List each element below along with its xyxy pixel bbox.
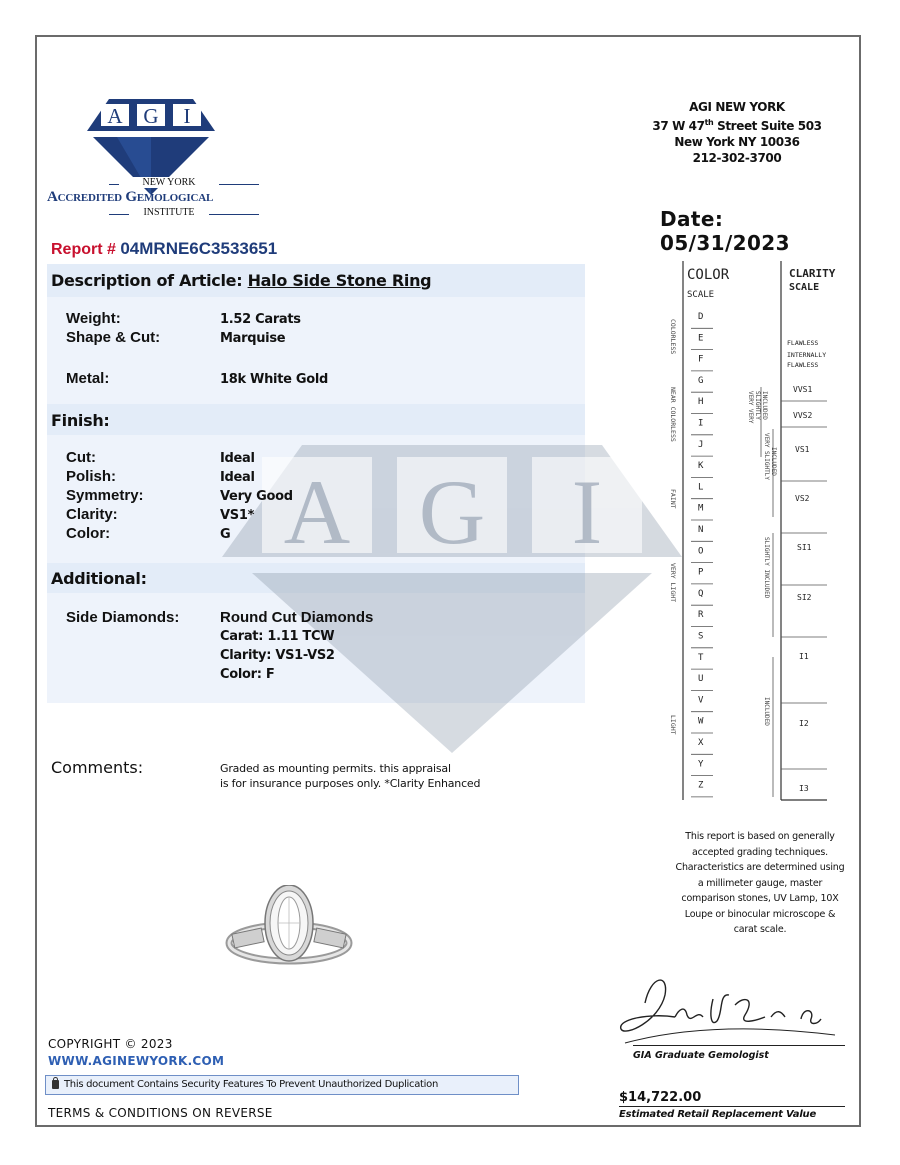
office-city: New York NY 10036 (674, 135, 800, 149)
group-near-colorless: NEAR COLORLESS (669, 387, 677, 442)
additional-heading: Additional: (51, 569, 147, 588)
side-diamonds-type: Round Cut Diamonds (220, 609, 374, 626)
clarity-vs1: VS1 (795, 445, 810, 454)
specs-panel (47, 297, 585, 404)
group-included: INCLUDED (763, 697, 770, 726)
description-label: Description of Article: (51, 271, 248, 290)
value-label: Estimated Retail Replacement Value (619, 1109, 817, 1120)
appraisal-document (35, 35, 861, 1127)
clarity-label: Clarity: (66, 506, 118, 523)
weight-value: 1.52 Carats (220, 312, 301, 327)
color-grade-p: P (698, 567, 704, 578)
street-name: Street Suite 503 (713, 119, 822, 133)
color-grade-w: W (698, 716, 704, 727)
website-link[interactable]: WWW.AGINEWYORK.COM (48, 1054, 225, 1068)
group-very-light: VERY LIGHT (669, 563, 677, 603)
group-light: LIGHT (669, 715, 677, 735)
color-grade-k: K (698, 461, 704, 472)
color-scale-title: COLOR (687, 267, 730, 283)
grading-note: This report is based on generally accepted grading techniques. Characteristics are determined using a millimeter gauge, master comparison stones, UV Lamp, 10X Loupe or binocular microscope & carat scale. (675, 831, 845, 935)
group-colorless: COLORLESS (669, 319, 677, 355)
lock-shackle (53, 1077, 58, 1082)
logo-line1: NEW YORK (119, 177, 219, 188)
clarity-internally: INTERNALLY (787, 351, 827, 359)
group-faint: FAINT (669, 489, 677, 509)
agi-watermark (222, 435, 682, 757)
office-address (637, 99, 837, 166)
color-grade-v: V (698, 695, 704, 706)
finish-heading: Finish: (51, 411, 110, 430)
street-number: 37 W 47 (652, 119, 705, 133)
color-value: G (220, 527, 231, 542)
polish-label: Polish: (66, 468, 117, 485)
clarity-vvs2: VVS2 (793, 411, 813, 420)
comments-line2: is for insurance purposes only. *Clarity Enhanced (220, 777, 481, 790)
clarity-flawless: FLAWLESS (787, 339, 819, 347)
logo-line2: Accredited Gemological (47, 189, 214, 205)
office-name: AGI NEW YORK (689, 100, 785, 114)
watermark-letter-i: I (571, 461, 603, 563)
comments-text (220, 761, 480, 791)
comments-label: Comments: (51, 758, 144, 777)
color-grade-m: M (698, 503, 704, 514)
office-phone: 212-302-3700 (692, 151, 782, 165)
color-scale-subtitle: SCALE (687, 290, 715, 300)
weight-label: Weight: (66, 310, 121, 327)
logo-letter-g: G (143, 104, 159, 128)
logo-letter-i: I (183, 104, 191, 128)
clarity-i1: I1 (799, 652, 809, 661)
value-line (619, 1106, 845, 1107)
clarity-vvs1: VVS1 (793, 385, 813, 394)
street-suffix-sup: th (704, 118, 714, 127)
symmetry-label: Symmetry: (66, 487, 144, 504)
watermark-letter-g: G (418, 461, 486, 563)
color-grade-r: R (698, 610, 704, 621)
clarity-scale-subtitle: SCALE (789, 282, 820, 293)
report-id: 04MRNE6C3533651 (120, 239, 278, 258)
color-grade-y: Y (698, 759, 704, 770)
description-heading (51, 271, 431, 290)
copyright: COPYRIGHT © 2023 (48, 1037, 173, 1051)
color-grade-d: D (698, 312, 704, 322)
clarity-flawless-2: FLAWLESS (787, 361, 819, 369)
color-grade-t: T (698, 652, 704, 663)
symmetry-value: Very Good (220, 489, 293, 504)
clarity-si2: SI2 (797, 593, 812, 602)
group-vs-2: INCLUDED (770, 447, 777, 476)
color-grade-h: H (698, 397, 704, 408)
signature-caption: GIA Graduate Gemologist (633, 1050, 769, 1061)
group-vs-1: VERY SLIGHTLY (763, 433, 770, 480)
cut-label: Cut: (66, 449, 96, 466)
color-grade-o: O (698, 546, 704, 557)
logo-line3: INSTITUTE (129, 207, 209, 218)
color-grade-j: J (698, 439, 704, 450)
clarity-scale-title: CLARITY (789, 267, 836, 280)
group-vvs-2: SLIGHTLY (754, 391, 761, 420)
color-grade-x: X (698, 738, 704, 748)
office-street (637, 115, 837, 134)
metal-value: 18k White Gold (220, 372, 329, 387)
metal-label: Metal: (66, 370, 110, 387)
color-grade-z: Z (698, 780, 704, 791)
security-notice (45, 1075, 519, 1095)
color-grade-s: S (698, 631, 704, 642)
signature-line (633, 1045, 845, 1046)
color-grade-i: I (698, 418, 704, 429)
ring-image (225, 885, 353, 965)
color-grade-f: F (698, 354, 704, 365)
watermark-letter-a: A (283, 461, 351, 563)
shape-value: Marquise (220, 331, 286, 346)
color-grade-l: L (698, 482, 704, 493)
polish-value: Ideal (220, 470, 255, 485)
color-label: Color: (66, 525, 111, 542)
comments-line1: Graded as mounting permits. this appraisal (220, 762, 451, 775)
grading-scales (665, 257, 845, 805)
replacement-value: $14,722.00 (619, 1090, 702, 1105)
clarity-si1: SI1 (797, 543, 812, 552)
signature-image (605, 955, 845, 1051)
clarity-vs2: VS2 (795, 494, 810, 503)
cut-value: Ideal (220, 451, 255, 466)
side-diamonds-clarity: Clarity: VS1-VS2 (220, 648, 335, 663)
color-grade-u: U (698, 674, 704, 685)
terms-text: TERMS & CONDITIONS ON REVERSE (48, 1106, 273, 1120)
finish-band (47, 404, 585, 435)
report-label: Report # (51, 241, 121, 258)
report-date: Date: 05/31/2023 (660, 207, 790, 255)
color-grade-e: E (698, 333, 704, 344)
color-grade-n: N (698, 525, 704, 535)
color-grade-g: G (698, 375, 704, 386)
color-grade-q: Q (698, 588, 704, 599)
shape-label: Shape & Cut: (66, 329, 161, 346)
side-diamonds-color: Color: F (220, 667, 275, 682)
logo-letter-a: A (107, 104, 123, 128)
security-text: This document Contains Security Features To Prevent Unauthorized Duplication (64, 1079, 439, 1090)
side-diamonds-label: Side Diamonds: (66, 609, 180, 626)
group-vvs-3: INCLUDED (761, 391, 768, 420)
report-number (51, 239, 277, 259)
group-si: SLIGHTLY INCLUDED (763, 537, 770, 599)
article-name: Halo Side Stone Ring (247, 271, 432, 290)
group-vvs-1: VERY VERY (747, 391, 754, 424)
clarity-value: VS1* (220, 508, 255, 523)
side-diamonds-carat: Carat: 1.11 TCW (220, 629, 335, 644)
clarity-i2: I2 (799, 719, 809, 728)
clarity-i3: I3 (799, 784, 809, 793)
